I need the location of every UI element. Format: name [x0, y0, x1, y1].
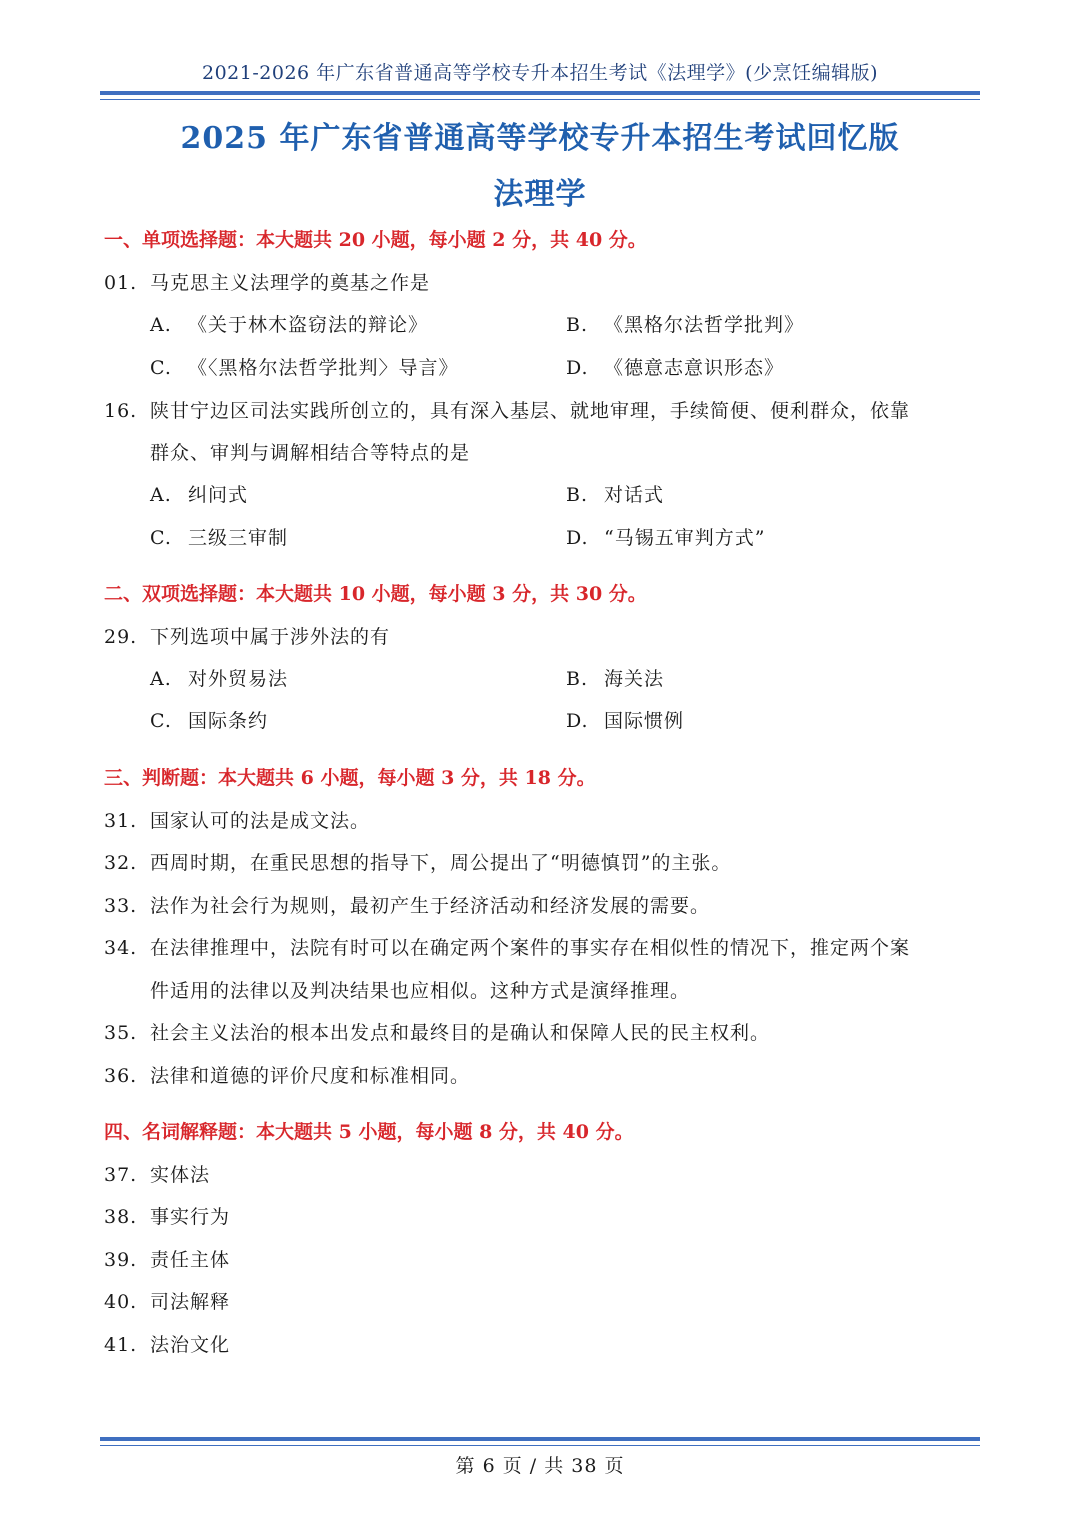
option-text: 国际条约 — [188, 710, 269, 732]
option-d — [566, 706, 684, 733]
section-heading-true-false: 三、判断题：本大题共 6 小题，每小题 3 分，共 18 分。 — [104, 767, 596, 789]
option-letter: B. — [566, 484, 589, 506]
option-letter: C. — [150, 357, 172, 379]
question-text: 陕甘宁边区司法实践所创立的，具有深入基层、就地审理，手续简便、便利群众，依靠 — [150, 400, 911, 422]
option-letter: B. — [566, 668, 589, 690]
option-c — [150, 353, 459, 380]
option-a — [150, 310, 428, 337]
option-text: 《关于林木盗窃法的辩论》 — [188, 314, 429, 336]
question-text: 在法律推理中，法院有时可以在确定两个案件的事实存在相似性的情况下，推定两个案 — [150, 937, 911, 959]
question-item — [104, 1287, 230, 1314]
question-item — [104, 848, 731, 875]
question-text: 下列选项中属于涉外法的有 — [150, 626, 391, 648]
option-text: 国际惯例 — [604, 710, 685, 732]
option-b — [566, 480, 664, 507]
question-number: 01. — [104, 272, 138, 294]
question-text: 司法解释 — [150, 1291, 231, 1313]
question-text: 马克思主义法理学的奠基之作是 — [150, 272, 431, 294]
option-text: “马锡五审判方式” — [604, 527, 766, 549]
footer-rule-thin — [100, 1445, 980, 1446]
question-item — [104, 268, 430, 295]
question-number: 37. — [104, 1164, 138, 1186]
footer-rule-thick — [100, 1437, 980, 1441]
question-text: 社会主义法治的根本出发点和最终目的是确认和保障人民的民主权利。 — [150, 1022, 771, 1044]
option-letter: D. — [566, 357, 589, 379]
question-number: 35. — [104, 1022, 138, 1044]
option-text: 对外贸易法 — [188, 668, 289, 690]
option-text: 《黑格尔法哲学批判》 — [604, 314, 805, 336]
option-d — [566, 353, 784, 380]
running-header: 2021-2026 年广东省普通高等学校专升本招生考试《法理学》(少烹饪编辑版) — [202, 62, 878, 84]
document-title: 2025 年广东省普通高等学校专升本招生考试回忆版 — [180, 121, 900, 156]
question-number: 36. — [104, 1065, 138, 1087]
option-letter: C. — [150, 527, 172, 549]
question-item — [104, 891, 710, 918]
option-letter: B. — [566, 314, 589, 336]
option-b — [566, 310, 804, 337]
option-d — [566, 523, 765, 550]
option-letter: A. — [150, 484, 172, 506]
question-item — [104, 933, 910, 960]
option-text: 对话式 — [604, 484, 665, 506]
option-letter: A. — [150, 314, 172, 336]
section-heading-single-choice: 一、单项选择题：本大题共 20 小题，每小题 2 分，共 40 分。 — [104, 229, 647, 251]
question-item — [104, 806, 370, 833]
question-item — [104, 1160, 210, 1187]
option-c — [150, 706, 268, 733]
question-number: 33. — [104, 895, 138, 917]
option-text: 《〈黑格尔法哲学批判〉导言》 — [188, 357, 459, 379]
question-number: 34. — [104, 937, 138, 959]
question-number: 31. — [104, 810, 138, 832]
question-number: 39. — [104, 1249, 138, 1271]
option-c — [150, 523, 288, 550]
question-number: 40. — [104, 1291, 138, 1313]
question-item — [104, 396, 910, 423]
question-text: 责任主体 — [150, 1249, 231, 1271]
question-text: 法律和道德的评价尺度和标准相同。 — [150, 1065, 471, 1087]
section-heading-term-explanation: 四、名词解释题：本大题共 5 小题，每小题 8 分，共 40 分。 — [104, 1121, 634, 1143]
question-item — [104, 1245, 230, 1272]
question-text: 法作为社会行为规则，最初产生于经济活动和经济发展的需要。 — [150, 895, 711, 917]
option-text: 纠问式 — [188, 484, 249, 506]
subject-title: 法理学 — [493, 177, 587, 212]
option-a — [150, 480, 248, 507]
question-text: 西周时期，在重民思想的指导下，周公提出了“明德慎罚”的主张。 — [150, 852, 732, 874]
option-letter: D. — [566, 710, 589, 732]
section-heading-double-choice: 二、双项选择题：本大题共 10 小题，每小题 3 分，共 30 分。 — [104, 583, 647, 605]
option-letter: A. — [150, 668, 172, 690]
page-number: 第 6 页 / 共 38 页 — [455, 1455, 625, 1477]
question-number: 38. — [104, 1206, 138, 1228]
question-item — [104, 622, 390, 649]
question-text-continued: 件适用的法律以及判决结果也应相似。这种方式是演绎推理。 — [150, 980, 691, 1002]
question-item — [104, 1018, 770, 1045]
question-text-continued: 群众、审判与调解相结合等特点的是 — [150, 442, 471, 464]
header-rule-thick — [100, 91, 980, 95]
header-rule-thin — [100, 99, 980, 100]
question-text: 实体法 — [150, 1164, 211, 1186]
question-number: 29. — [104, 626, 138, 648]
question-text: 国家认可的法是成文法。 — [150, 810, 371, 832]
option-b — [566, 664, 664, 691]
question-text: 事实行为 — [150, 1206, 231, 1228]
option-letter: D. — [566, 527, 589, 549]
option-a — [150, 664, 288, 691]
question-number: 32. — [104, 852, 138, 874]
option-text: 《德意志意识形态》 — [604, 357, 785, 379]
question-item — [104, 1202, 230, 1229]
option-text: 三级三审制 — [188, 527, 289, 549]
question-item — [104, 1330, 230, 1357]
option-letter: C. — [150, 710, 172, 732]
question-item — [104, 1061, 470, 1088]
question-number: 16. — [104, 400, 138, 422]
question-text: 法治文化 — [150, 1334, 231, 1356]
option-text: 海关法 — [604, 668, 665, 690]
question-number: 41. — [104, 1334, 138, 1356]
